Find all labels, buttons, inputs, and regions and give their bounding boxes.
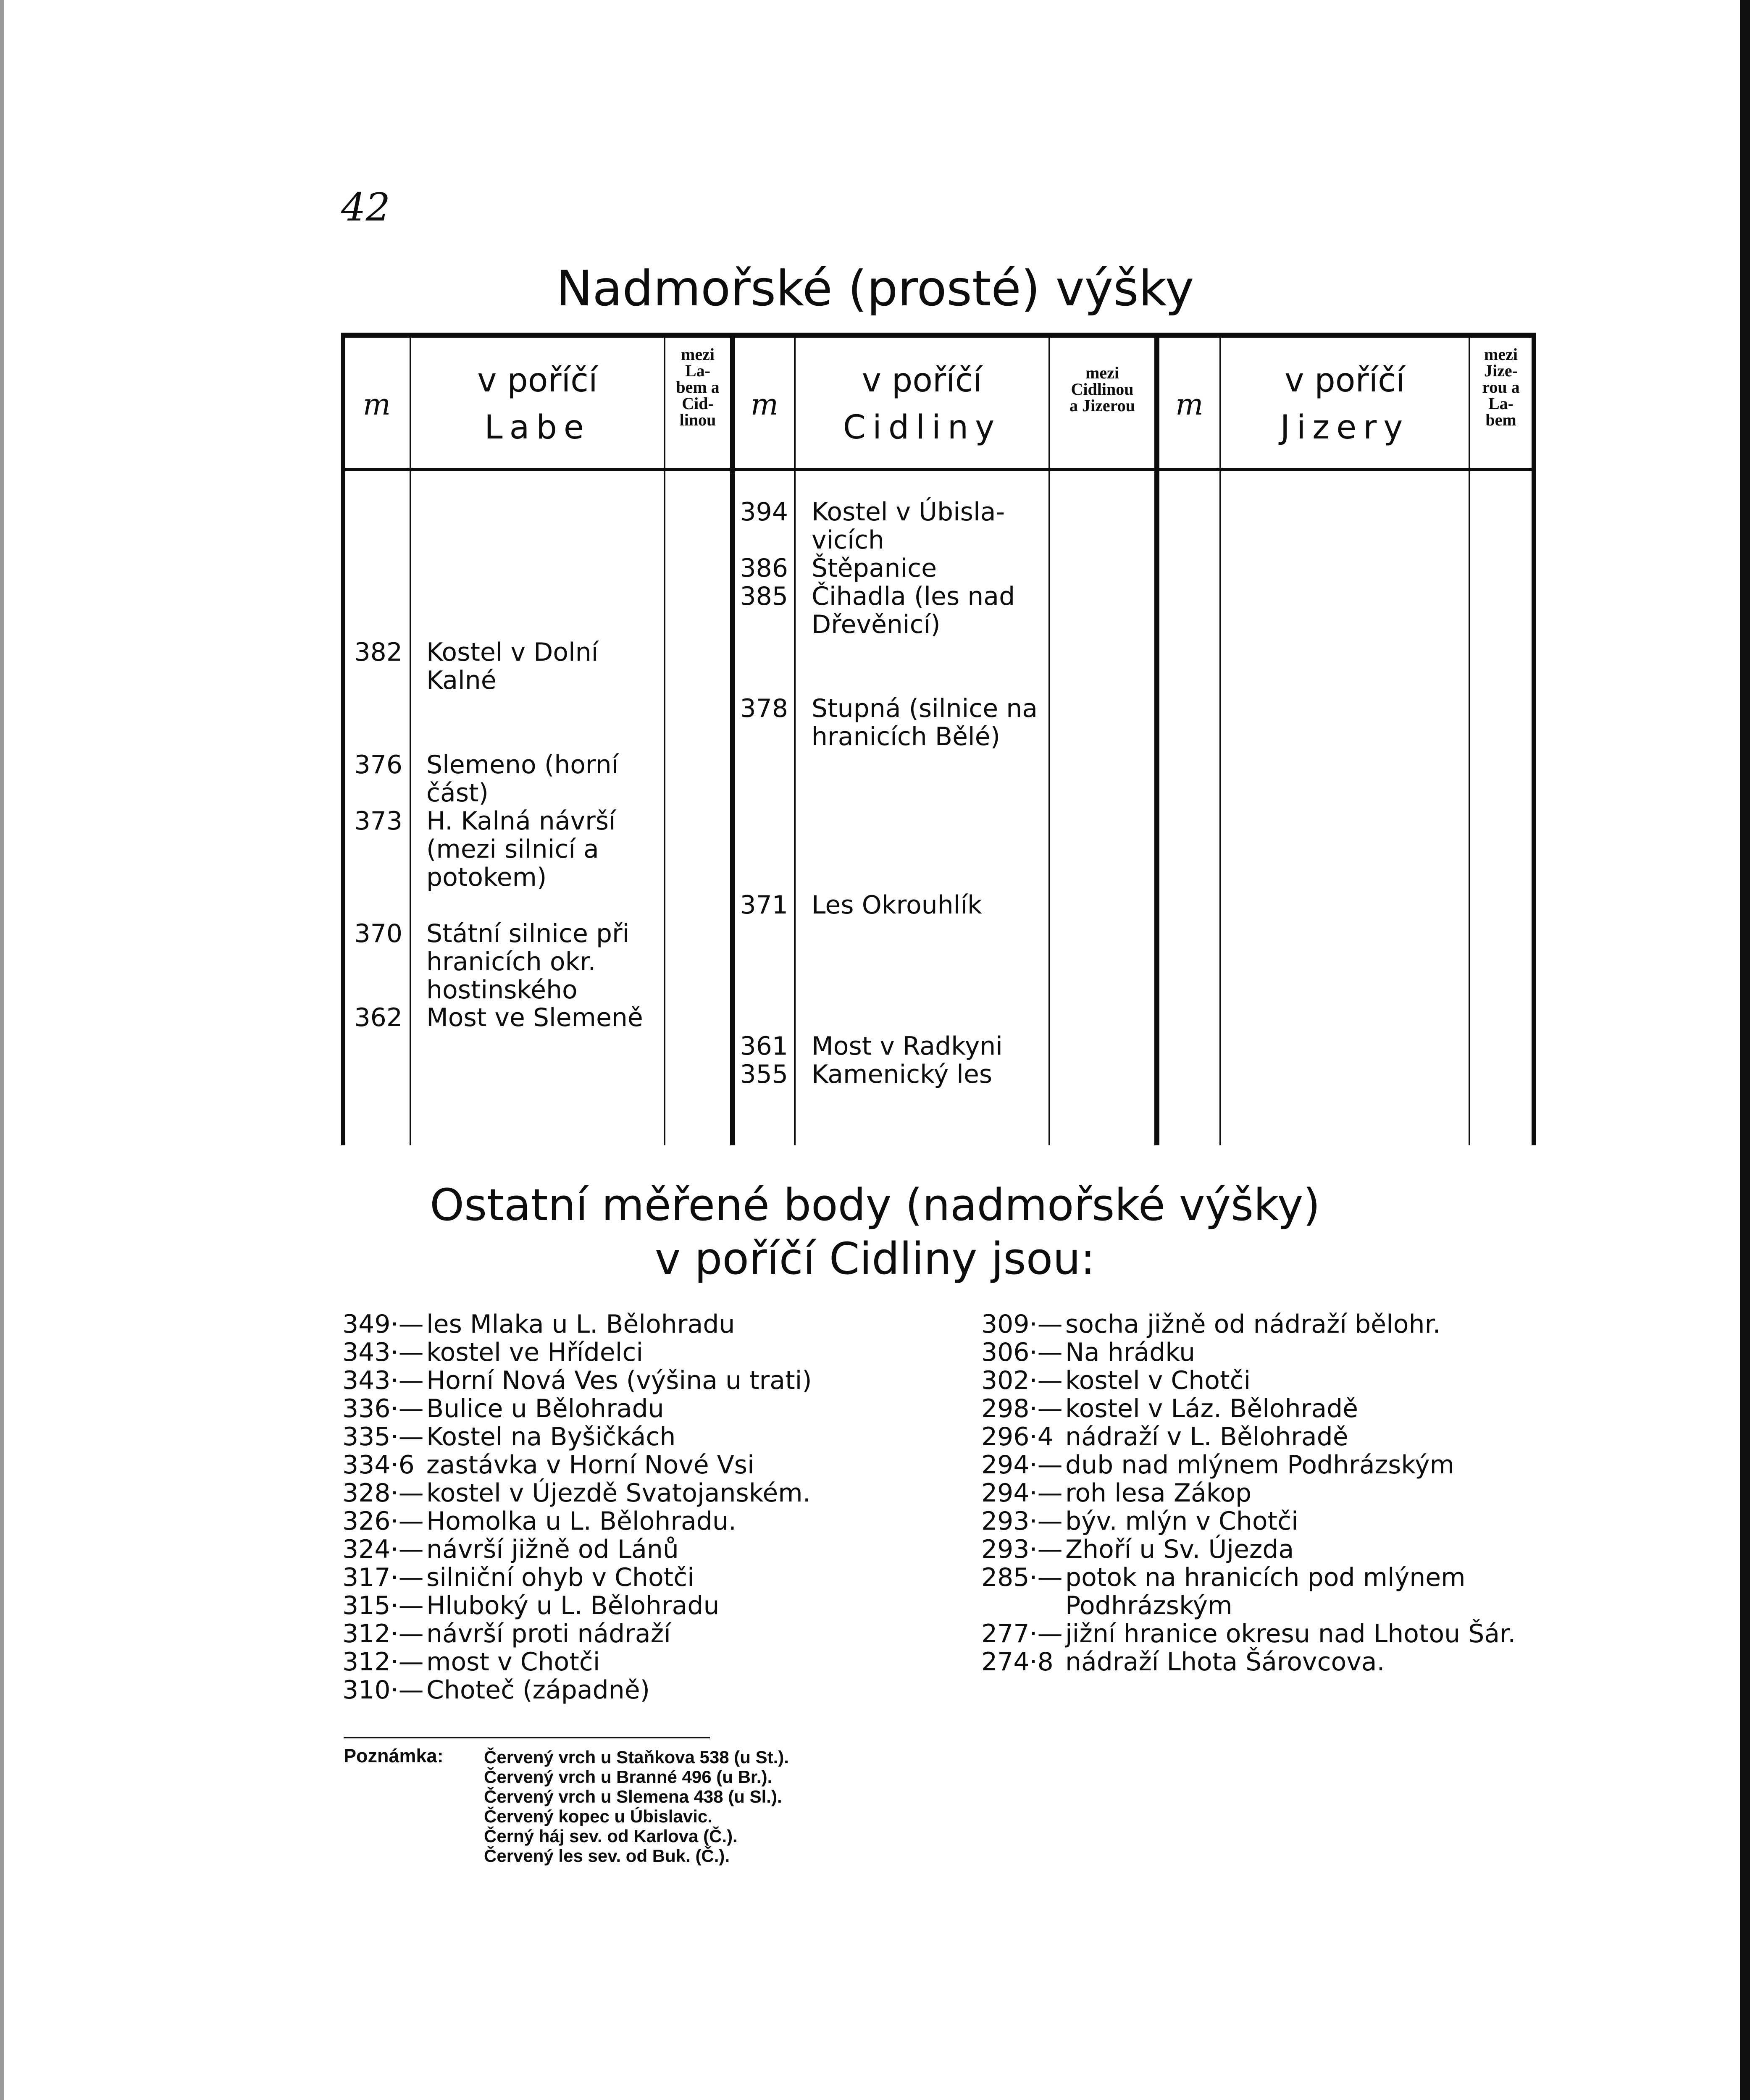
list-item: 349·— les Mlaka u L. Bělohradu [342, 1310, 735, 1339]
header-m-labe: m [363, 387, 391, 422]
list-item: 326·— Homolka u L. Bělohradu. [342, 1507, 736, 1536]
labe-place: H. Kalná návrší (mezi silnicí a potokem) [426, 806, 616, 892]
cidlina-place: Kamenický les [812, 1060, 993, 1089]
page-number: 42 [341, 185, 391, 230]
labe-altitude: 370 [354, 919, 402, 948]
list-item: 293·— býv. mlýn v Chotči [981, 1507, 1298, 1536]
page-title: Nadmořské (prosté) výšky [556, 260, 1194, 317]
list-item: 309·— socha jižně od nádraží bělohr. [981, 1310, 1441, 1339]
header-between-labe-cidlina: mezi La- bem a Cid- linou [676, 345, 720, 429]
list-item: 285·— potok na hranicích pod mlýnem [981, 1563, 1466, 1592]
cidlina-altitude: 378 [740, 694, 788, 723]
labe-place: Státní silnice při hranicích okr. hostinského [426, 919, 630, 1005]
header-cidlina: v poříčí Cidliny [843, 362, 1001, 446]
list-item: 343·— Horní Nová Ves (výšina u trati) [342, 1366, 812, 1395]
cidlina-place: Štěpanice [812, 554, 937, 583]
list-item: 293·— Zhoří u Sv. Újezda [981, 1535, 1294, 1564]
labe-place: Most ve Slemeně [426, 1003, 643, 1032]
cidlina-place: Les Okrouhlík [812, 890, 982, 920]
list-item: 334·6 zastávka v Horní Nové Vsi [342, 1450, 754, 1480]
list-item: 294·— dub nad mlýnem Podhrázským [981, 1450, 1454, 1480]
note-line: Červený vrch u Slemena 438 (u Sl.). [484, 1787, 782, 1806]
note-line: Černý háj sev. od Karlova (Č.). [484, 1826, 738, 1846]
cidlina-altitude: 386 [740, 554, 788, 583]
list-item: 312·— návrší proti nádraží [342, 1619, 671, 1648]
header-labe: v poříčí Labe [477, 362, 598, 446]
labe-place: Kostel v Dolní Kalné [426, 638, 599, 695]
labe-altitude: 376 [354, 750, 402, 780]
section-title: Ostatní měřené body (nadmořské výšky) v poříčí Cidliny jsou: [430, 1179, 1320, 1284]
list-item: 277·— jižní hranice okresu nad Lhotou Šár. [981, 1619, 1516, 1648]
list-item: 296·4 nádraží v L. Bělohradě [981, 1422, 1348, 1452]
list-item: 274·8 nádraží Lhota Šárovcova. [981, 1647, 1385, 1677]
cidlina-altitude: 394 [740, 497, 788, 527]
cidlina-altitude: 385 [740, 582, 788, 611]
header-m-cidlina: m [750, 387, 779, 422]
labe-altitude: 373 [354, 806, 402, 836]
list-item: 298·— kostel v Láz. Bělohradě [981, 1394, 1358, 1423]
cidlina-place: Stupná (silnice na hranicích Bělé) [812, 694, 1038, 751]
cidlina-place: Kostel v Úbisla- vicích [812, 497, 1005, 555]
list-item: 315·— Hluboký u L. Bělohradu [342, 1591, 720, 1620]
list-item: 324·— návrší jižně od Lánů [342, 1535, 679, 1564]
cidlina-place: Most v Radkyni [812, 1032, 1003, 1061]
labe-altitude: 382 [354, 638, 402, 667]
cidlina-altitude: 361 [740, 1032, 788, 1061]
cidlina-altitude: 371 [740, 890, 788, 920]
header-between-jizera-labe: mezi Jize- rou a La- bem [1482, 345, 1520, 429]
note-line: Červený vrch u Staňkova 538 (u St.). [484, 1747, 789, 1767]
list-item: 336·— Bulice u Bělohradu [342, 1394, 664, 1423]
cidlina-place: Čihadla (les nad Dřevěnicí) [812, 582, 1015, 639]
note-line: Červený kopec u Úbislavic. [484, 1806, 712, 1826]
list-item: 343·— kostel ve Hřídelci [342, 1338, 644, 1367]
labe-altitude: 362 [354, 1003, 402, 1032]
header-between-cidlina-jizera: mezi Cidlinou a Jizerou [1069, 363, 1135, 415]
list-item: 306·— Na hrádku [981, 1338, 1196, 1367]
note-divider [344, 1737, 710, 1738]
header-m-jizera: m [1175, 387, 1203, 422]
list-item: 294·— roh lesa Zákop [981, 1478, 1252, 1508]
list-item: 317·— silniční ohyb v Chotči [342, 1563, 694, 1592]
cidlina-altitude: 355 [740, 1060, 788, 1089]
note-line: Červený vrch u Branné 496 (u Br.). [484, 1767, 773, 1787]
list-item: 310·— Choteč (západně) [342, 1675, 650, 1705]
list-item: 312·— most v Chotči [342, 1647, 600, 1677]
list-item: 335·— Kostel na Byšičkách [342, 1422, 676, 1452]
list-item: 302·— kostel v Chotči [981, 1366, 1251, 1395]
labe-place: Slemeno (horní část) [426, 750, 619, 808]
header-jizera: v poříčí Jizery [1280, 362, 1410, 446]
note-line: Červený les sev. od Buk. (Č.). [484, 1846, 730, 1866]
list-item: 328·— kostel v Újezdě Svatojanském. [342, 1478, 811, 1508]
list-item: Podhrázským [1065, 1591, 1232, 1620]
note-label: Poznámka: [344, 1745, 444, 1767]
